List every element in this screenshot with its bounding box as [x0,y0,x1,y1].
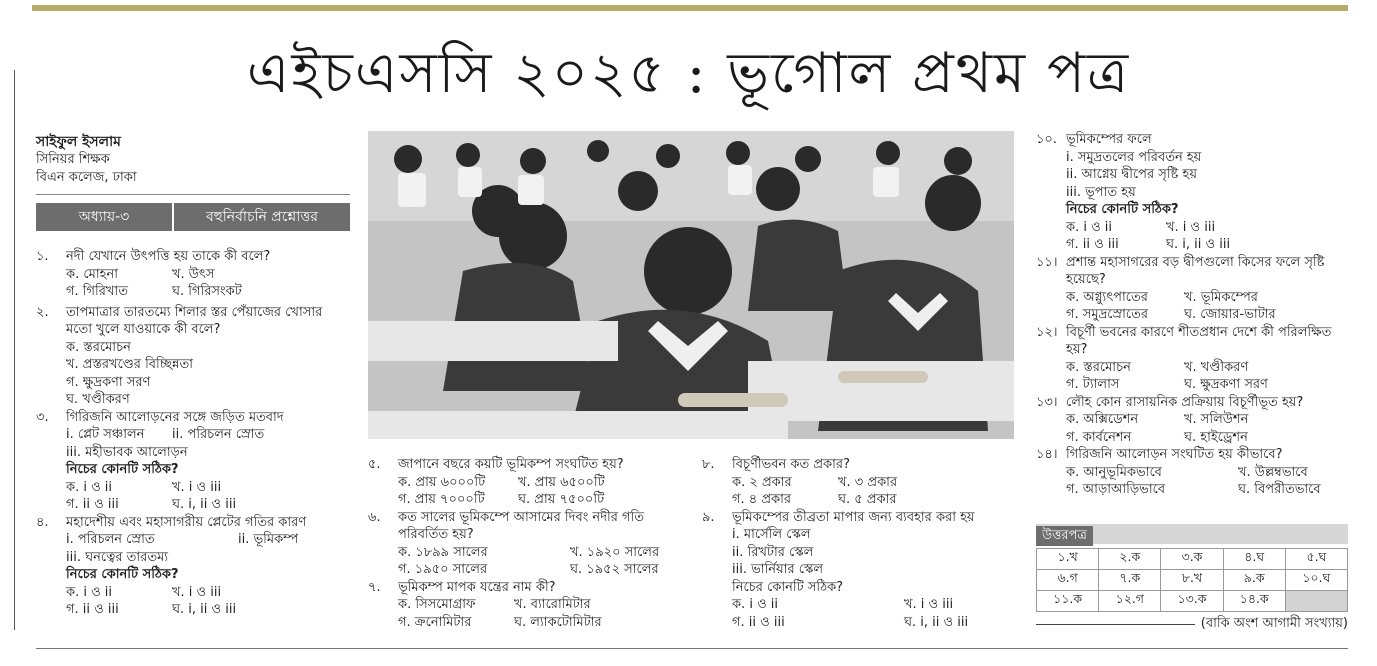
question-text: ভূমিকম্পের ফলে [1066,132,1152,147]
options-row [36,584,350,602]
options-row [36,601,350,619]
option-d: ঘ. হাইড্রেশন [1184,429,1248,445]
option-a: ক. স্তরমোচন [66,339,131,355]
column-2 [368,456,684,631]
statement-i: i. প্লেট সঞ্চালন [66,427,145,442]
options-row [1036,376,1348,394]
question-number: ১৩। [1036,394,1058,410]
option-b: খ. i ও iii [172,584,222,600]
question-5 [368,456,684,474]
continued-note [1036,614,1348,635]
answer-key-header [1036,524,1348,544]
option-c: গ. সমুদ্রস্রোতের [1066,307,1148,322]
option-d: ঘ. i, ii ও iii [904,614,969,630]
table-row [1037,549,1348,570]
question-text: কত সালের ভূমিকম্পে আসামের দিবং নদীর গতি পরিবর্তিত হয়? [398,509,645,542]
answer-cell: ১৪.ক [1223,591,1285,612]
question-4 [36,514,350,532]
question-10 [1036,131,1348,149]
question-type-label: বহুনির্বাচনি প্রশ্নোত্তর [206,209,318,225]
options-row [368,544,684,562]
column-3 [702,456,1014,631]
which-correct: নিচের কোনটি সঠিক? [66,567,179,582]
option-b: খ. উৎস [172,266,215,282]
options-row [1036,306,1348,324]
left-rule [14,70,15,630]
option-b: খ. i ও iii [1166,219,1216,235]
option-a: ক. অগ্ন্যুৎপাতের [1066,289,1148,305]
answer-cell: ৮.খ [1161,570,1223,591]
answer-cell: ১০.ঘ [1285,570,1347,591]
option-c: গ. কার্বনেশন [1066,429,1132,445]
statement-ii: ii. রিখটার স্কেল [732,544,814,560]
option-b: খ. সলিউশন [1184,412,1249,427]
question-number: ২. [36,304,49,320]
option-c: গ. ১৯৫০ সালের [398,562,488,577]
option-d: ঘ. ক্ষুদ্রকণা সরণ [1184,377,1268,392]
section-banner [36,203,350,231]
answer-cell: ৩.ক [1161,549,1223,570]
option-b: খ. ১৯২০ সালের [570,544,660,560]
options-row [36,479,350,497]
option-d: ঘ. ল্যাকটোমিটার [514,614,602,630]
statement-iii: iii. মহীভাবক আলোড়ন [66,444,188,460]
statement-i: i. সমুদ্রতলের পরিবর্তন হয় [1066,149,1202,165]
option-b: খ. ৩ প্রকার [838,474,898,490]
option-c: গ. ii ও iii [732,614,785,630]
question-number: ১০. [1036,132,1058,147]
question-14 [1036,446,1348,464]
options-row [1036,289,1348,307]
students-writing-exam-image [368,131,1014,439]
question-text: লৌহ কোন রাসায়নিক প্রক্রিয়ায় বিচূর্ণীভূত হয়? [1066,394,1304,410]
option-c: গ. ৪ প্রকার [732,492,792,507]
question-number: ৭. [368,579,381,595]
question-number: ৫. [368,457,381,472]
option-b: খ. প্রস্তরখণ্ডের বিচ্ছিন্নতা [66,357,193,372]
question-text: গিরিজনি আলোড়ন সংঘটিত হয় কীভাবে? [1066,447,1283,462]
continued-text: (বাকি অংশ আগামী সংখ্যায়) [1200,616,1348,631]
option-c: গ. আড়াআড়িভাবে [1066,482,1166,497]
question-7 [368,579,684,597]
page-title: এইচএসসি ২০২৫ : ভূগোল প্রথম পত্র [246,41,1131,106]
option-b: খ. ব্যারোমিটার [514,597,591,612]
question-number: ৯. [702,509,715,525]
author-role: সিনিয়র শিক্ষক [36,152,110,167]
options-row [368,491,684,509]
question-text: মহাদেশীয় এবং মহাসাগরীয় প্লেটের গতির কারণ [66,514,307,530]
option-a: ক. i ও ii [66,479,113,495]
options-row [1036,481,1348,499]
bottom-rule [36,648,1348,649]
statement-ii: ii. ভূমিকম্প [238,532,299,547]
question-text: বিচূর্ণীভবন কত প্রকার? [732,457,850,472]
option-d: ঘ. খণ্ডীকরণ [66,392,130,407]
option-a: ক. i ও ii [732,597,779,612]
statements-row [36,426,350,444]
option-a: ক. প্রায় ৬০০০টি [398,474,486,490]
question-12 [1036,324,1348,359]
statement-iii: iii. ভূপাত হয় [1066,184,1136,200]
answer-cell: ১.খ [1037,549,1099,570]
option-c: গ. ii ও iii [66,602,119,617]
answer-cell: ৬.গ [1037,570,1099,591]
question-number: ১২। [1036,324,1058,340]
question-number: ৪. [36,514,49,530]
question-13 [1036,394,1348,412]
option-c: গ. ii ও iii [1066,237,1119,252]
answer-cell: ২.ক [1099,549,1161,570]
answer-cell: ৫.ঘ [1285,549,1347,570]
option-c: গ. ক্ষুদ্রকণা সরণ [66,374,151,390]
option-d: ঘ. প্রায় ৭৫০০টি [518,492,605,507]
options-row [702,614,1014,632]
answer-cell-empty [1285,591,1347,612]
option-b: খ. প্রায় ৬৫০০টি [518,474,605,490]
options-row [36,496,350,514]
table-row [1037,591,1348,612]
option-a: ক. ২ প্রকার [732,474,792,490]
column-4 [1036,131,1348,499]
continued-rule [1036,624,1195,625]
which-correct: নিচের কোনটি সঠিক? [66,462,179,477]
option-c: গ. ক্রনোমিটার [398,614,472,630]
options-row [36,266,350,284]
answer-cell: ৯.ক [1223,570,1285,591]
which-correct: নিচের কোনটি সঠিক? [1066,202,1179,217]
options-row [368,561,684,579]
statement-ii: ii. আগ্নেয় দ্বীপের সৃষ্টি হয় [1066,167,1197,182]
column-1 [36,248,350,619]
question-text: জাপানে বছরে কয়টি ভূমিকম্প সংঘটিত হয়? [398,457,624,472]
option-d: ঘ. ৫ প্রকার [838,492,897,507]
options-row [368,474,684,492]
option-a: ক. i ও ii [66,584,113,600]
option-b: খ. i ও iii [172,479,222,495]
option-b: খ. খণ্ডীকরণ [1184,359,1249,375]
option-a: ক. অক্সিডেশন [1066,412,1139,427]
option-c: গ. গিরিখাত [66,284,128,299]
question-9 [702,509,1014,527]
option-a: ক. i ও ii [1066,219,1113,235]
answer-cell: ৪.ঘ [1223,549,1285,570]
answer-key-table [1036,548,1348,612]
option-b: খ. ভূমিকম্পের [1184,289,1258,305]
question-text: তাপমাত্রার তারতম্যে শিলার স্তর পেঁয়াজের খোসার মতো খুলে যাওয়াকে কী বলে? [66,304,323,337]
question-text: নদী যেখানে উৎপত্তি হয় তাকে কী বলে? [66,249,271,264]
chapter-label: অধ্যায়-৩ [36,203,174,231]
question-8 [702,456,1014,474]
options-row [1036,359,1348,377]
question-1 [36,248,350,266]
option-d: ঘ. i, ii ও iii [172,602,237,617]
option-a: ক. স্তরমোচন [1066,359,1131,375]
question-text: বিচূর্ণী ভবনের কারণে শীতপ্রধান দেশে কী পরিলক্ষিত হয়? [1066,324,1332,357]
byline-divider [36,194,350,195]
option-c: গ. প্রায় ৭০০০টি [398,492,485,507]
statement-iii: iii. ঘনত্বের তারতম্য [66,549,169,565]
question-number: ৩. [36,409,49,425]
author-name: সাইফুল ইসলাম [36,134,121,150]
question-text: ভূমিকম্পের তীব্রতা মাপার জন্য ব্যবহার করা হয় [732,509,975,525]
exam-hall-photo [368,131,1014,439]
option-a: ক. সিসমোগ্রাফ [398,597,476,612]
option-c: গ. ii ও iii [66,497,119,512]
option-a: ক. আনুভূমিকভাবে [1066,464,1162,480]
question-3 [36,409,350,427]
option-d: ঘ. জোয়ার-ভাটার [1184,307,1276,322]
statement-i: i. পরিচলন স্রোত [66,532,155,547]
options-row [1036,429,1348,447]
option-d: ঘ. গিরিসংকট [172,284,242,299]
statements-row [36,531,350,549]
option-d: ঘ. i, ii ও iii [1166,237,1231,252]
options-row [1036,236,1348,254]
question-6 [368,509,684,544]
statement-iii: iii. ভার্নিয়ার স্কেল [732,562,824,577]
options-row [702,474,1014,492]
table-row [1037,570,1348,591]
options-row [1036,464,1348,482]
option-d: ঘ. ১৯৫২ সালের [570,562,659,577]
question-text: গিরিজনি আলোড়নের সঙ্গে জড়িত মতবাদ [66,409,284,425]
answer-key-title: উত্তরপত্র [1036,526,1093,546]
options-row [368,614,684,632]
option-d: ঘ. বিপরীতভাবে [1238,482,1321,497]
byline [36,133,350,187]
option-a: ক. ১৮৯৯ সালের [398,544,488,560]
question-text: প্রশান্ত মহাসাগরের বড় দ্বীপগুলো কিসের ফলে সৃষ্টি হয়েছে? [1066,254,1325,287]
question-text: ভূমিকম্প মাপক যন্ত্রের নাম কী? [398,579,556,595]
question-number: ১. [36,249,49,264]
statement-i: i. মার্সেলি স্কেল [732,527,811,542]
options-row [702,596,1014,614]
question-2 [36,304,350,339]
option-c: গ. ট্যালাস [1066,377,1120,392]
question-number: ১৪। [1036,447,1058,462]
author-institution: বিএন কলেজ, ঢাকা [36,170,137,185]
top-rule [32,5,1348,11]
answer-cell: ১২.গ [1099,591,1161,612]
question-11 [1036,254,1348,289]
option-d: ঘ. i, ii ও iii [172,497,237,512]
option-b: খ. i ও iii [904,597,954,612]
answer-cell: ৭.ক [1099,570,1161,591]
options-row [36,283,350,301]
options-row [1036,219,1348,237]
options-row [368,596,684,614]
options-row [702,491,1014,509]
options-row [1036,411,1348,429]
option-a: ক. মোহনা [66,266,118,282]
question-number: ১১। [1036,254,1058,270]
question-number: ৮. [702,457,715,472]
option-b: খ. উল্লম্বভাবে [1238,464,1308,480]
statement-ii: ii. পরিচলন স্রোত [172,427,265,442]
answer-cell: ১৩.ক [1161,591,1223,612]
question-number: ৬. [368,509,381,525]
which-correct: নিচের কোনটি সঠিক? [732,579,844,595]
answer-cell: ১১.ক [1037,591,1099,612]
